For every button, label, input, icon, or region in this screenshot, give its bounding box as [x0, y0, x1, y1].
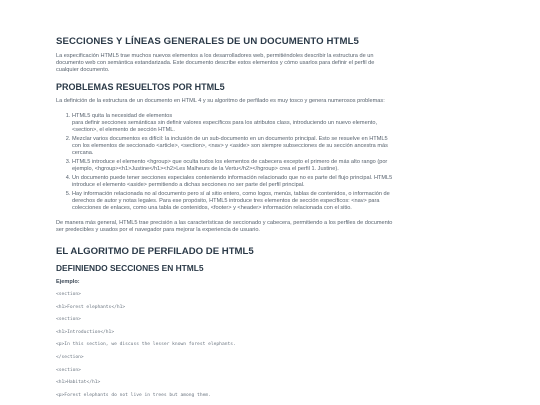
list-item-line: colecciones de enlaces, como una tabla de contenidos, <footer> y <header> información relacionada con el sitio.	[72, 205, 352, 211]
outro-line: De manera más general, HTML5 trae precisión a las características de seccionado y cabecera, permitiendo a los perfiles de documento	[56, 220, 393, 226]
code-line: <p>In this section, we discuss the lesser known forest elephants.	[56, 342, 236, 348]
intro-line: La especificación HTML5 trae muchos nuevos elementos a los desarrolladores web, permitiéndoles describir la estructura de un	[56, 53, 374, 59]
list-item	[72, 175, 484, 189]
code-line: <h1>Forest elephants</h1>	[56, 304, 126, 310]
intro-line: cualquier documento.	[56, 67, 110, 73]
subsection-heading-sections: DEFINIENDO SECCIONES EN HTML5	[56, 263, 204, 273]
list-item-line: ejemplo, <hgroup><h1>Justine</h1><h2>Les Malheurs de la Vertu</h2></hgroup> crea el perfil 1. Justine).	[72, 166, 339, 172]
code-line: <section>	[56, 367, 81, 373]
list-item-line: cercana.	[72, 150, 94, 156]
section-heading-algorithm: EL ALGORITMO DE PERFILADO DE HTML5	[56, 246, 254, 257]
intro-line: documento web con semántica estandarizada. Este documento describe estos elementos y cómo usarlos para definir el perfil de	[56, 60, 375, 66]
code-line: <section>	[56, 292, 81, 297]
list-item-line: para definir secciones semánticas sin definir valores específicos para los atributos class, introduciendo un nuevo elemento,	[72, 120, 378, 126]
list-item-line: <section>, el elemento de sección HTML.	[72, 127, 175, 133]
list-item	[72, 159, 484, 173]
list-item-line: 2. Mezclar varios documentos es difícil: la inclusión de un sub-documento en un documento principal. Esto se resuelve en HTML5	[72, 136, 388, 142]
code-line: </section>	[56, 354, 84, 360]
code-example	[56, 292, 484, 399]
intro-paragraph	[56, 53, 484, 74]
example-label: Ejemplo:	[56, 279, 80, 285]
list-item-line: con los elementos de seccionado <article>, <section>, <nav> y <aside> son siempre subsecciones de su sección ancestra más	[72, 143, 388, 149]
list-item-line: 5. Hay información relacionada no al documento pero sí al sitio entero, como logos, menús, tablas de contenidos, o información de	[72, 191, 390, 197]
problems-lead: La definición de la estructura de un documento en HTML 4 y su algoritmo de perfilado es muy tosco y genera numerosos problemas:	[56, 98, 385, 104]
list-item-line: introduce el elemento <aside> permitiendo a dichas secciones no ser parte del perfil principal.	[72, 182, 305, 188]
problems-outro	[56, 220, 484, 234]
problems-list	[56, 113, 484, 212]
list-item-line: derechos de autor y notas legales. Para ese propósito, HTML5 introduce tres elementos de sección específicos: <nav> para	[72, 198, 380, 204]
list-item-line: 1. HTML5 quita la necesidad de elementos	[72, 113, 173, 119]
code-line: <h1>Habitat</h1>	[56, 380, 101, 386]
code-line: <p>Forest elephants do not live in trees but among them.	[56, 392, 211, 398]
list-item	[72, 136, 484, 157]
list-item	[72, 113, 484, 134]
section-heading-problems: PROBLEMAS RESUELTOS POR HTML5	[56, 82, 225, 92]
list-item	[72, 191, 484, 212]
code-line: <h1>Introduction</h1>	[56, 329, 115, 335]
list-item-line: 3. HTML5 introduce el elemento <hgroup> que oculta todos los elementos de cabecera excepto el primero de más alto rango (por	[72, 159, 388, 165]
page-title: SECCIONES Y LÍNEAS GENERALES DE UN DOCUMENTO HTML5	[56, 36, 359, 47]
code-line: <section>	[56, 317, 81, 323]
outro-line: ser predecibles y usados por el navegador para mejorar la experiencia de usuario.	[56, 227, 260, 233]
list-item-line: 4. Un documento puede tener secciones especiales conteniendo información relacionado que no es parte del flujo principal. HTML5	[72, 175, 393, 181]
